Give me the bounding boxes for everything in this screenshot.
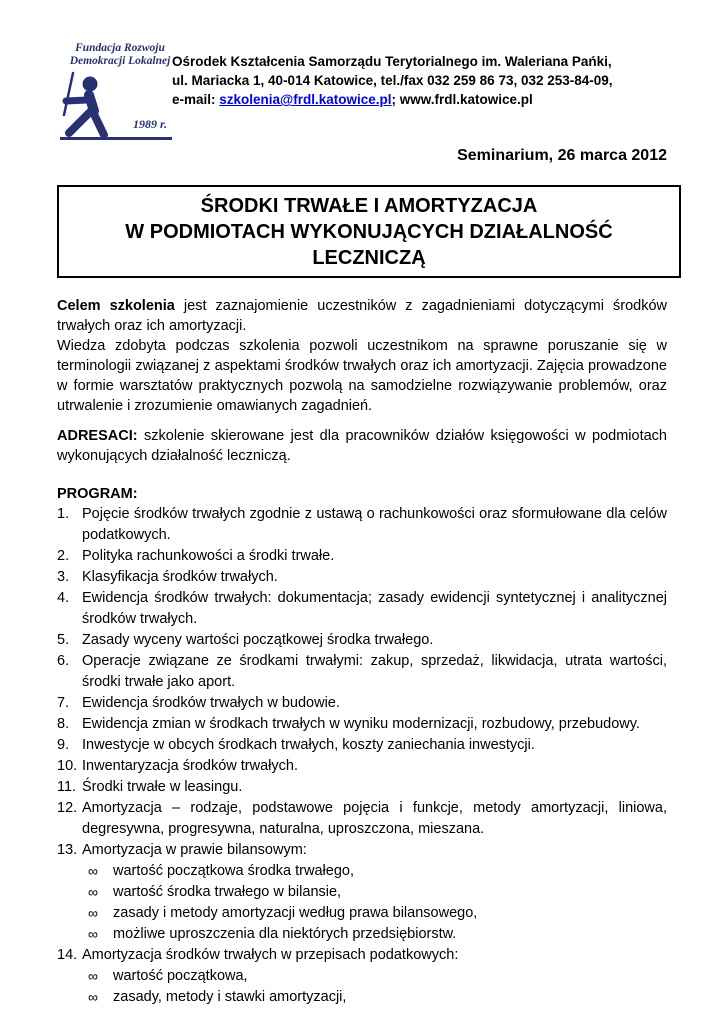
infinity-bullet-icon: ∞ <box>88 863 98 879</box>
intro-paragraph-1 <box>57 296 667 336</box>
title-line1: ŚRODKI TRWAŁE I AMORTYZACJA <box>200 194 538 217</box>
program-item-13 <box>57 840 667 945</box>
item-number: 3. <box>57 569 70 585</box>
subitem-text: możliwe uproszczenia dla niektórych przedsiębiorstw. <box>113 926 457 942</box>
logo-org-name <box>68 42 172 67</box>
item-number: 6. <box>57 653 70 669</box>
item-number: 10. <box>57 758 78 774</box>
infinity-bullet-icon: ∞ <box>88 884 98 900</box>
program-subitem <box>82 861 667 882</box>
program-item-2 <box>57 546 667 567</box>
program-item-7 <box>57 693 667 714</box>
document-title-box <box>57 185 681 278</box>
item-text: Środki trwałe w leasingu. <box>82 779 243 795</box>
item-number: 1. <box>57 506 70 522</box>
program-item-9 <box>57 735 667 756</box>
item-text: Zasady wyceny wartości początkowej środka trwałego. <box>82 632 434 648</box>
contact-line2: ul. Mariacka 1, 40-014 Katowice, tel./fax 032 259 86 73, 032 253-84-09, <box>172 73 613 88</box>
logo-org-line1: Fundacja Rozwoju <box>75 42 165 54</box>
email-label: e-mail: <box>172 92 220 107</box>
adresaci-paragraph <box>57 426 667 466</box>
email-link[interactable]: szkolenia@frdl.katowice.pl <box>219 92 392 107</box>
program-item-5 <box>57 630 667 651</box>
program-list <box>57 504 667 1008</box>
program-sublist-14 <box>82 966 667 1008</box>
program-heading: PROGRAM: <box>57 486 138 502</box>
item-text: Operacje związane ze środkami trwałymi: zakup, sprzedaż, likwidacja, utrata wartości, środki trwałe jako aport. <box>82 653 667 690</box>
item-number: 9. <box>57 737 70 753</box>
logo-year: 1989 r. <box>132 117 167 131</box>
walking-person-icon <box>60 69 110 139</box>
program-subitem <box>82 987 667 1008</box>
intro-lead-rest: jest zaznajomienie uczestników z zagadnieniami dotyczącymi środków trwałych oraz ich amortyzacji. <box>57 298 667 334</box>
program-item-6 <box>57 651 667 693</box>
contact-block <box>172 52 672 109</box>
program-item-1 <box>57 504 667 546</box>
item-text: Klasyfikacja środków trwałych. <box>82 569 278 585</box>
program-item-11 <box>57 777 667 798</box>
contact-line3 <box>172 90 672 109</box>
item-text: Amortyzacja środków trwałych w przepisach podatkowych: <box>82 947 459 963</box>
program-subitem <box>82 882 667 903</box>
item-number: 8. <box>57 716 70 732</box>
intro-lead-bold: Celem szkolenia <box>57 298 175 314</box>
subitem-text: zasady, metody i stawki amortyzacji, <box>113 989 347 1005</box>
program-subitem <box>82 966 667 987</box>
subitem-text: zasady i metody amortyzacji według prawa bilansowego, <box>113 905 478 921</box>
program-item-10 <box>57 756 667 777</box>
item-text: Polityka rachunkowości a środki trwałe. <box>82 548 335 564</box>
program-item-8 <box>57 714 667 735</box>
item-text: Amortyzacja – rodzaje, podstawowe pojęcia i funkcje, metody amortyzacji, liniowa, degresywna, progresywna, naturalna, uproszczona, mieszana. <box>82 800 667 837</box>
frdl-logo <box>60 42 172 140</box>
item-number: 5. <box>57 632 70 648</box>
item-text: Amortyzacja w prawie bilansowym: <box>82 842 307 858</box>
program-item-4 <box>57 588 667 630</box>
program-subitem <box>82 903 667 924</box>
infinity-bullet-icon: ∞ <box>88 905 98 921</box>
item-text: Ewidencja środków trwałych w budowie. <box>82 695 340 711</box>
title-line3: LECZNICZĄ <box>312 246 426 269</box>
subitem-text: wartość początkowa środka trwałego, <box>113 863 354 879</box>
figure-head <box>83 77 98 92</box>
subitem-text: wartość początkowa, <box>113 968 248 984</box>
adresaci-text: szkolenie skierowane jest dla pracowników działów księgowości w podmiotach wykonujących działalność leczniczą. <box>57 428 667 464</box>
seminar-date: Seminarium, 26 marca 2012 <box>457 147 667 164</box>
item-number: 2. <box>57 548 70 564</box>
infinity-bullet-icon: ∞ <box>88 968 98 984</box>
program-item-3 <box>57 567 667 588</box>
program-item-14 <box>57 945 667 1008</box>
item-number: 13. <box>57 842 78 858</box>
item-text: Inwestycje w obcych środkach trwałych, koszty zaniechania inwestycji. <box>82 737 535 753</box>
item-number: 14. <box>57 947 78 963</box>
adresaci-label: ADRESACI: <box>57 428 138 444</box>
item-number: 11. <box>57 779 77 795</box>
item-text: Ewidencja zmian w środkach trwałych w wyniku modernizacji, rozbudowy, przebudowy. <box>82 716 640 732</box>
program-item-12 <box>57 798 667 840</box>
title-line2: W PODMIOTACH WYKONUJĄCYCH DZIAŁALNOŚĆ <box>125 220 613 243</box>
infinity-bullet-icon: ∞ <box>88 989 98 1005</box>
logo-org-line2: Demokracji Lokalnej <box>69 54 171 67</box>
item-text: Ewidencja środków trwałych: dokumentacja; zasady ewidencji syntetycznej i analitycznej środków trwałych. <box>82 590 667 627</box>
item-text: Pojęcie środków trwałych zgodnie z ustawą o rachunkowości oraz sformułowane dla celów podatkowych. <box>82 506 667 543</box>
subitem-text: wartość środka trwałego w bilansie, <box>113 884 342 900</box>
document-body <box>57 296 667 1008</box>
item-number: 12. <box>57 800 78 816</box>
contact-line1: Ośrodek Kształcenia Samorządu Terytorialnego im. Waleriana Pańki, <box>172 54 612 69</box>
infinity-bullet-icon: ∞ <box>88 926 98 942</box>
item-number: 7. <box>57 695 70 711</box>
item-text: Inwentaryzacja środków trwałych. <box>82 758 298 774</box>
intro-paragraph-2: Wiedza zdobyta podczas szkolenia pozwoli uczestnikom na sprawne poruszanie się w terminologii związanej z aspektami środków trwałych oraz ich amortyzacji. Zajęcia prowadzone w formie warsztatów praktycznych pozwolą na samodzielne rozwiązywanie problemów, oraz utrwalenie i zrozumienie omawianych zagadnień. <box>57 338 667 414</box>
item-number: 4. <box>57 590 70 606</box>
program-subitem <box>82 924 667 945</box>
program-sublist-13 <box>82 861 667 945</box>
website-text: ; www.frdl.katowice.pl <box>391 92 533 107</box>
